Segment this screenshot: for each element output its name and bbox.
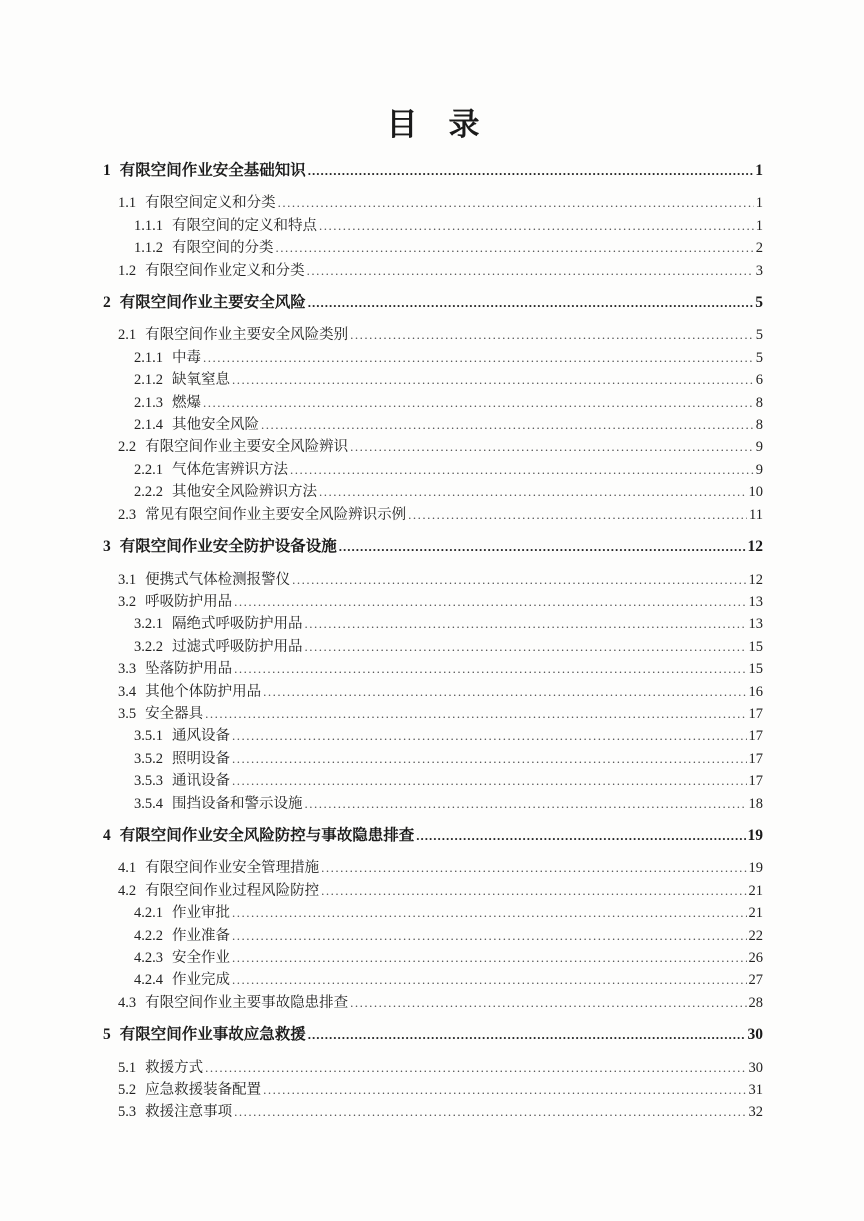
toc-entry-number: 2.1.2 xyxy=(134,372,163,389)
toc-page-number: 17 xyxy=(748,773,763,790)
dot-leader xyxy=(278,192,754,214)
toc-page-number: 27 xyxy=(748,972,763,989)
toc-entry-label xyxy=(134,725,230,747)
toc-entry-title: 隔绝式呼吸防护用品 xyxy=(172,616,303,633)
toc-page-number: 28 xyxy=(748,994,763,1011)
toc-page-number: 3 xyxy=(755,262,763,279)
dot-leader xyxy=(305,636,747,658)
toc-page-number: 11 xyxy=(749,506,763,523)
toc-entry-number: 5 xyxy=(103,1026,111,1044)
dot-leader xyxy=(205,703,746,725)
toc-entry-title: 救援注意事项 xyxy=(145,1104,233,1121)
toc-entry xyxy=(103,1101,763,1123)
toc-entry-number: 3.1 xyxy=(118,571,137,588)
dot-leader xyxy=(305,613,747,635)
toc-page-number: 21 xyxy=(748,905,763,922)
toc-entry-title: 有限空间作业过程风险防控 xyxy=(145,882,320,899)
toc-entry xyxy=(103,793,763,815)
toc-entry-number: 2.3 xyxy=(118,506,137,523)
toc-entry-number: 5.3 xyxy=(118,1104,137,1121)
toc-entry xyxy=(103,857,763,879)
dot-leader xyxy=(232,969,747,991)
toc-entry-label xyxy=(118,681,261,703)
toc-entry-label xyxy=(134,613,303,635)
toc-entry-number: 3.3 xyxy=(118,661,137,678)
toc-entry-number: 4.2.2 xyxy=(134,927,163,944)
toc-entry-number: 1.1.1 xyxy=(134,217,163,234)
toc-entry-label xyxy=(118,992,348,1014)
toc-entry-title: 缺氧窒息 xyxy=(172,372,230,389)
toc-page-number: 12 xyxy=(747,538,763,556)
toc-entry-title: 安全器具 xyxy=(145,705,204,722)
toc-entry-number: 3.5.2 xyxy=(134,750,163,767)
toc-entry-title: 作业准备 xyxy=(172,927,230,944)
toc-page-number: 8 xyxy=(755,417,763,434)
toc-entry-title: 其他个体防护用品 xyxy=(145,683,262,700)
toc-entry-label xyxy=(134,925,230,947)
toc-entry-title: 有限空间作业主要安全风险 xyxy=(119,294,306,312)
toc-entry-number: 2.1.4 xyxy=(134,417,163,434)
toc-entry-label xyxy=(134,369,230,391)
toc-entry-number: 3.4 xyxy=(118,683,137,700)
toc-entry-label xyxy=(134,481,317,503)
dot-leader xyxy=(263,681,746,703)
toc-page-number: 10 xyxy=(748,484,763,501)
toc-entry-label xyxy=(134,947,230,969)
toc-entry-label xyxy=(118,504,406,526)
toc-entry xyxy=(103,591,763,613)
toc-entry xyxy=(103,613,763,635)
toc-entry-number: 4.2 xyxy=(118,882,137,899)
toc-page-number: 15 xyxy=(748,661,763,678)
toc-entry-title: 其他安全风险 xyxy=(172,417,259,434)
toc-entry-title: 有限空间定义和分类 xyxy=(145,195,276,212)
toc-page-number: 16 xyxy=(748,683,763,700)
toc-entry-label xyxy=(118,436,348,458)
toc-page-number: 21 xyxy=(748,882,763,899)
toc-entry-number: 2 xyxy=(103,294,111,312)
toc-page-number: 1 xyxy=(755,162,763,179)
toc-entry xyxy=(103,347,763,369)
toc-entry-title: 通讯设备 xyxy=(172,773,230,790)
toc-entry-title: 有限空间作业主要安全风险类别 xyxy=(145,327,349,344)
toc-entry-label xyxy=(134,414,259,436)
toc-page-number: 19 xyxy=(748,860,763,877)
toc-entry-title: 有限空间作业安全防护设备设施 xyxy=(119,538,337,556)
toc-page-number: 5 xyxy=(755,349,763,366)
dot-leader xyxy=(308,292,753,314)
toc-page-number: 22 xyxy=(748,927,763,944)
toc-page-number: 15 xyxy=(748,638,763,655)
toc-entry-label xyxy=(134,748,230,770)
toc-entry-title: 安全作业 xyxy=(172,950,230,966)
toc-entry xyxy=(103,369,763,391)
dot-leader xyxy=(203,347,754,369)
dot-leader xyxy=(263,1079,746,1101)
toc-entry-label xyxy=(118,260,305,282)
dot-leader xyxy=(234,591,746,613)
toc-entry-title: 通风设备 xyxy=(172,728,230,745)
toc-entry-number: 3.2.1 xyxy=(134,616,163,633)
dot-leader xyxy=(321,880,746,902)
dot-leader xyxy=(232,748,747,770)
toc-entry-number: 5.2 xyxy=(118,1082,137,1099)
toc-entry xyxy=(103,748,763,770)
dot-leader xyxy=(350,992,746,1014)
dot-leader xyxy=(205,1057,746,1079)
toc-entry-title: 燃爆 xyxy=(172,394,201,411)
toc-entry-title: 有限空间作业安全管理措施 xyxy=(145,860,320,877)
toc-page-number: 12 xyxy=(748,571,763,588)
toc-entry-label xyxy=(134,969,230,991)
toc-entry-label xyxy=(134,347,201,369)
toc-entry xyxy=(103,703,763,725)
toc-entry xyxy=(103,392,763,414)
toc-entry-label xyxy=(118,703,203,725)
dot-leader xyxy=(290,459,754,481)
dot-leader xyxy=(308,160,753,182)
toc-page-number: 9 xyxy=(755,439,763,456)
toc-entry xyxy=(103,1024,763,1046)
dot-leader xyxy=(321,857,746,879)
toc-page-number: 1 xyxy=(755,217,763,234)
toc-entry-title: 救援方式 xyxy=(145,1059,204,1076)
toc-entry-label xyxy=(118,569,290,591)
toc-entry xyxy=(103,237,763,259)
dot-leader xyxy=(203,392,754,414)
toc-entry-title: 常见有限空间作业主要安全风险辨识示例 xyxy=(145,506,407,523)
toc-entry xyxy=(103,215,763,237)
dot-leader xyxy=(305,793,747,815)
toc-entry-title: 有限空间的定义和特点 xyxy=(172,217,317,234)
dot-leader xyxy=(232,902,747,924)
toc-page-number: 17 xyxy=(748,705,763,722)
toc-entry-label xyxy=(118,658,232,680)
toc-entry-label xyxy=(118,880,319,902)
toc-entry-label xyxy=(103,160,306,182)
toc-entry-number: 3.2.2 xyxy=(134,638,163,655)
toc-entry-title: 其他安全风险辨识方法 xyxy=(172,484,317,501)
toc-entry xyxy=(103,504,763,526)
toc-entry xyxy=(103,414,763,436)
toc-page-number: 13 xyxy=(748,616,763,633)
toc-entry-label xyxy=(118,1101,232,1123)
toc-page-number: 5 xyxy=(755,294,763,312)
toc-entry xyxy=(103,536,763,558)
toc-entry xyxy=(103,880,763,902)
toc-entry-number: 2.1.3 xyxy=(134,394,163,411)
dot-leader xyxy=(276,237,754,259)
toc-entry-label xyxy=(103,536,337,558)
dot-leader xyxy=(408,504,747,526)
toc-page-number: 17 xyxy=(748,750,763,767)
dot-leader xyxy=(261,414,754,436)
toc-entry-title: 便携式气体检测报警仪 xyxy=(145,571,291,588)
toc-entry-title: 中毒 xyxy=(172,349,201,366)
toc-entry-label xyxy=(103,825,414,847)
toc-entry-number: 2.2.1 xyxy=(134,461,163,478)
dot-leader xyxy=(319,215,754,237)
toc-entry-label xyxy=(134,237,274,259)
toc-page-number: 8 xyxy=(755,394,763,411)
toc-entry-title: 有限空间的分类 xyxy=(172,240,274,257)
dot-leader xyxy=(307,260,754,282)
toc-entry xyxy=(103,902,763,924)
toc-entry-title: 气体危害辨识方法 xyxy=(172,461,288,478)
toc-entry-label xyxy=(118,1079,261,1101)
toc-entry-number: 2.1.1 xyxy=(134,349,163,366)
toc-entry-title: 有限空间作业安全基础知识 xyxy=(119,162,306,179)
toc-entry-number: 3.2 xyxy=(118,593,137,610)
toc-entry-label xyxy=(118,324,348,346)
toc-entry xyxy=(103,459,763,481)
toc-entry-number: 4 xyxy=(103,826,111,844)
dot-leader xyxy=(232,770,747,792)
toc-entry xyxy=(103,770,763,792)
dot-leader xyxy=(292,569,746,591)
dot-leader xyxy=(319,481,747,503)
toc-page-number: 6 xyxy=(755,372,763,389)
toc-entry-title: 呼吸防护用品 xyxy=(145,593,233,610)
toc-entry xyxy=(103,681,763,703)
toc-entry-title: 作业审批 xyxy=(172,905,230,922)
dot-leader xyxy=(232,369,754,391)
toc-entry-label xyxy=(118,857,319,879)
toc-page-number: 2 xyxy=(755,240,763,257)
toc-entry xyxy=(103,1079,763,1101)
dot-leader xyxy=(350,436,754,458)
toc-entry xyxy=(103,636,763,658)
toc-entry-label xyxy=(134,902,230,924)
dot-leader xyxy=(232,925,747,947)
toc-entry-number: 2.1 xyxy=(118,327,137,344)
toc-entry-label xyxy=(118,1057,203,1079)
toc-entry-number: 2.2.2 xyxy=(134,484,163,501)
toc xyxy=(103,160,763,1124)
toc-entry-label xyxy=(134,215,317,237)
toc-entry-title: 照明设备 xyxy=(172,750,230,767)
toc-entry-label xyxy=(134,392,201,414)
dot-leader xyxy=(308,1024,746,1046)
toc-entry-title: 有限空间作业定义和分类 xyxy=(145,262,305,279)
toc-entry-number: 1 xyxy=(103,162,111,179)
toc-page-number: 13 xyxy=(748,593,763,610)
toc-entry-label xyxy=(134,770,230,792)
toc-entry-title: 有限空间作业主要事故隐患排查 xyxy=(145,994,349,1011)
dot-leader xyxy=(416,825,745,847)
dot-leader xyxy=(350,324,754,346)
toc-entry-title: 应急救援装备配置 xyxy=(145,1082,262,1099)
dot-leader xyxy=(339,536,746,558)
dot-leader xyxy=(234,1101,746,1123)
toc-page-number: 19 xyxy=(747,826,763,844)
toc-entry-title: 作业完成 xyxy=(172,972,230,989)
toc-entry-number: 4.1 xyxy=(118,860,137,877)
toc-page-number: 1 xyxy=(755,195,763,212)
toc-page-number: 17 xyxy=(748,728,763,745)
toc-entry-title: 有限空间作业主要安全风险辨识 xyxy=(145,439,349,456)
toc-entry xyxy=(103,658,763,680)
toc-entry-number: 3.5.4 xyxy=(134,795,163,812)
toc-entry xyxy=(103,969,763,991)
toc-page-number: 32 xyxy=(748,1104,763,1121)
toc-entry-number: 4.3 xyxy=(118,994,137,1011)
toc-entry-number: 1.2 xyxy=(118,262,137,279)
page-title: 目 录 xyxy=(386,107,480,142)
toc-entry-label xyxy=(118,192,276,214)
toc-entry-number: 5.1 xyxy=(118,1059,137,1076)
toc-entry-number: 4.2.3 xyxy=(134,950,163,966)
dot-leader xyxy=(234,658,746,680)
toc-entry-number: 2.2 xyxy=(118,439,137,456)
toc-entry xyxy=(103,324,763,346)
toc-entry xyxy=(103,1057,763,1079)
toc-entry-label xyxy=(118,591,232,613)
toc-entry-number: 3.5.1 xyxy=(134,728,163,745)
toc-entry xyxy=(103,436,763,458)
toc-entry xyxy=(103,925,763,947)
toc-entry xyxy=(103,160,763,182)
toc-entry-title: 坠落防护用品 xyxy=(145,661,233,678)
toc-entry-number: 4.2.1 xyxy=(134,905,163,922)
toc-entry-title: 有限空间作业安全风险防控与事故隐患排查 xyxy=(119,826,415,844)
toc-page-number: 26 xyxy=(748,950,763,966)
toc-entry-label xyxy=(134,459,288,481)
toc-page-number: 5 xyxy=(755,327,763,344)
toc-entry-label xyxy=(103,1024,306,1046)
dot-leader xyxy=(232,947,747,969)
toc-entry-label xyxy=(134,793,303,815)
toc-entry xyxy=(103,992,763,1014)
toc-entry xyxy=(103,825,763,847)
toc-entry xyxy=(103,292,763,314)
toc-entry-number: 3 xyxy=(103,538,111,556)
toc-entry-number: 3.5 xyxy=(118,705,137,722)
toc-entry xyxy=(103,947,763,969)
toc-entry-title: 围挡设备和警示设施 xyxy=(172,795,303,812)
toc-page-number: 9 xyxy=(755,461,763,478)
toc-entry xyxy=(103,569,763,591)
toc-entry-label xyxy=(103,292,306,314)
toc-entry xyxy=(103,192,763,214)
toc-entry-number: 1.1 xyxy=(118,195,137,212)
toc-entry-number: 4.2.4 xyxy=(134,972,163,989)
toc-page-number: 31 xyxy=(748,1082,763,1099)
dot-leader xyxy=(232,725,747,747)
toc-entry-title: 有限空间作业事故应急救援 xyxy=(119,1026,306,1044)
toc-entry-number: 1.1.2 xyxy=(134,240,163,257)
toc-page-number: 30 xyxy=(748,1059,763,1076)
toc-entry xyxy=(103,725,763,747)
toc-entry xyxy=(103,260,763,282)
toc-page-number: 18 xyxy=(748,795,763,812)
toc-page-number: 30 xyxy=(747,1026,763,1044)
toc-entry-label xyxy=(134,636,303,658)
toc-entry-title: 过滤式呼吸防护用品 xyxy=(172,638,303,655)
toc-entry-number: 3.5.3 xyxy=(134,773,163,790)
toc-entry xyxy=(103,481,763,503)
